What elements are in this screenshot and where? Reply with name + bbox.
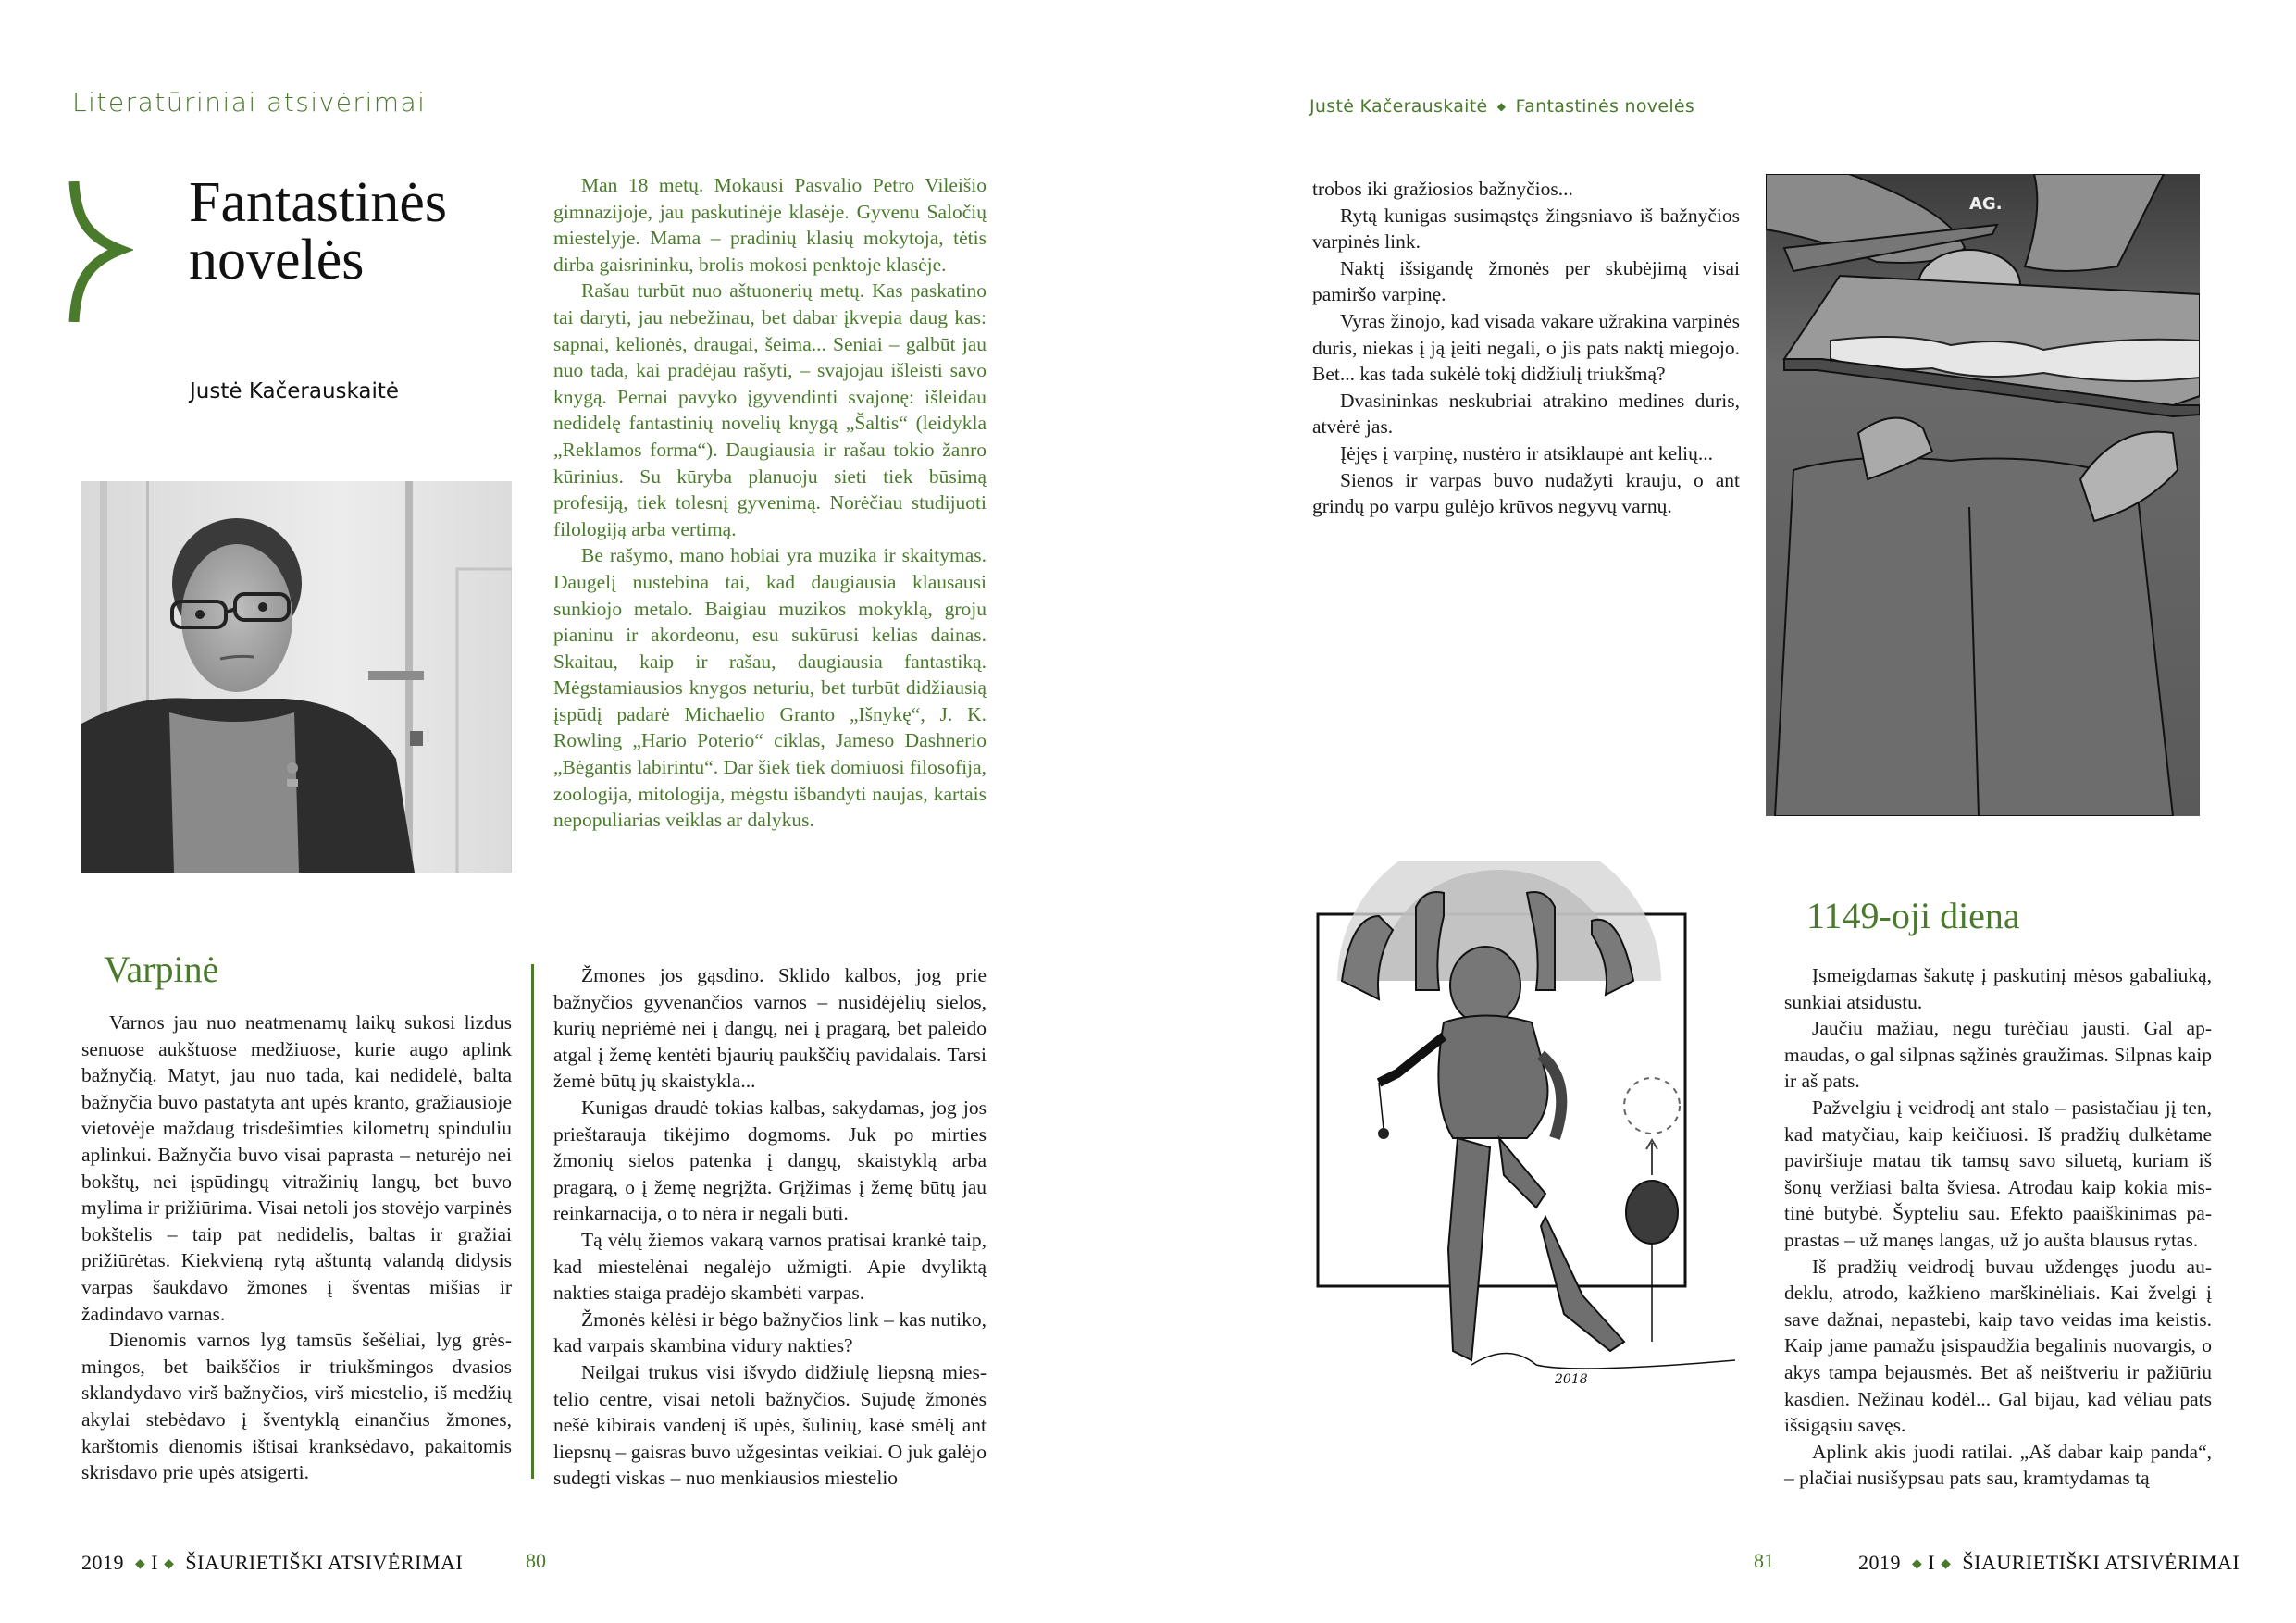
story-paragraph: Aplink akis juodi ratilai. „Aš dabar kaip panda“, – plačiai nusišypsau pats sau, kramtydamas tą <box>1784 1440 2212 1490</box>
story-paragraph: Jaučiu mažiau, negu turėčiau jausti. Gal apmaudas, o gal silpnas sąžinės graužimas. Silpnas kaip ir aš pats. <box>1784 1017 2212 1093</box>
footer-right <box>1858 1551 2240 1575</box>
footer-magazine: ŠIAURIETIŠKI ATSIVĖRIMAI <box>185 1551 464 1574</box>
running-head-author: Justė Kačerauskaitė <box>1309 96 1488 117</box>
story-paragraph: Sienos ir varpas buvo nudažyti krauju, o ant grindų po varpu gulėjo krūvos negyvų varnų. <box>1312 468 1740 518</box>
page-number-left: 80 <box>526 1549 546 1572</box>
title-line-1: Fantastinės <box>189 171 447 234</box>
page-number-right: 81 <box>1754 1549 1774 1572</box>
story-paragraph: Pažvelgiu į veidrodį ant stalo – pasistačiau jį ten, kad matyčiau, kaip keičiuosi. Iš pradžių dulkėtame paviršiuje matau tik tamsų savo siluetą, kuriam iš šonų veržiasi balta šviesa. Atrodau kaip kokia mistinė būtybė. Šypteliu sau. Efekto paaiškinimas paprastas – už manęs langas, už jo aušta blausus rytas. <box>1784 1096 2212 1251</box>
author-intro <box>553 172 987 834</box>
story-title-varpine: Varpinė <box>104 948 219 990</box>
running-head-right <box>1309 96 1694 117</box>
story-paragraph: Iš pradžių veidrodį buvau uždengęs juodu audeklu, atrodo, kažkieno marškinėliais. Kai žvelgi į save dažnai, nepastebi, kaip tavo veidas ima keistis. Kaip jame pamažu įsispaudžia begalinis nuovargis, o akys tampa bejausmės. Bet aš neištveriu ir pažiūriu kasdien. Nežinau kodėl... Gal bijau, kad vėliau pats išsigąsiu savęs. <box>1784 1255 2212 1437</box>
story-column-3 <box>1312 176 1740 520</box>
story-paragraph: Žmones jos gąsdino. Sklido kalbos, jog prie bažnyčios gyvenančios varnos – nusidėjėlių sielos, kurių nepriėmė nei į dangų, nei į pragarą, bet paleido atgal į žemę kentėti bjaurių paukščių pavidalais. Tarsi žemė būtų jų skaistykla... <box>553 964 987 1093</box>
illustration-hands-image <box>1766 174 2200 816</box>
story-column-1 <box>81 1010 512 1486</box>
diamond-bullet-icon: ◆ <box>164 1557 175 1571</box>
illustration-signature-year: 2018 <box>1555 1372 1588 1387</box>
article-title <box>189 171 447 291</box>
story-paragraph: Įsmeigdamas šakutę į paskutinį mėsos gabaliuką, sunkiai atsidūstu. <box>1784 964 2212 1013</box>
story-paragraph: Rytą kunigas susimąstęs žingsniavo iš bažnyčios varpinės link. <box>1312 204 1740 254</box>
intro-paragraph: Be rašymo, mano hobiai yra muzika ir skaitymas. Daugelį nustebina tai, kad daugiausia klausausi sunkiojo metalo. Baigiau muzikos mokyklą, groju pianinu ir akordeonu, esu sukūrusi kelias dainas. Skaitau, kaip ir rašau, daugiausia fantastiką. Mėgstamiausios knygos neturiu, bet turbūt didžiausią įspūdį padarė Michaelio Granto „Išnykę“, J. K. Rowling „Hario Poterio“ ciklas, Jameso Dashnerio „Bėgantis labirintu“. Dar šiek tiek domiuosi filosofija, zoologija, mitologija, mėgstu išbandyti naujas, kartais nepopuliarias veiklas ar dalykus. <box>553 544 987 832</box>
author-photo <box>81 481 512 873</box>
story-paragraph: Žmonės kėlėsi ir bėgo bažnyčios link – kas nutiko, kad varpais skambina vidury nakties? <box>553 1307 987 1357</box>
diamond-bullet-icon: ◆ <box>135 1557 146 1571</box>
illustration-figure-image <box>1277 861 1740 1536</box>
story-paragraph: Neilgai trukus visi išvydo didžiulę liepsną miestelio centre, visai netoli bažnyčios. Sujudę žmonės nešė kibirais vandenį iš upės, šulinių, kasė smėlį ant liepsnų – gaisras buvo užgesintas veikiai. O juk galėjo sudegti viskas – nuo menkiausios miestelio <box>553 1360 987 1490</box>
story-column-2 <box>553 962 987 1492</box>
story-paragraph: Tą vėlų žiemos vakarą varnos pratisai krankė taip, kad miestelėnai negalėjo užmigti. Apie dvyliktą nakties staiga pradėjo skambėti varpas. <box>553 1228 987 1305</box>
story-paragraph: Kunigas draudė tokias kalbas, sakydamas, jog jos prieštarauja tikėjimo dogmoms. Juk po mirties žmonių sielos patenka į dangų, skaistyklą arba pragarą, o į žemę negrįžta. Grįžimas į žemę būtų jau reinkarnacija, o to nėra ir negali būti. <box>553 1096 987 1225</box>
author-name: Justė Kačerauskaitė <box>190 379 400 403</box>
intro-paragraph: Rašau turbūt nuo aštuonerių metų. Kas paskatino tai daryti, jau nebežinau, bet dabar įkvepia daug kas: sapnai, kelionės, draugai, šeima... Seniai – galbūt jau nuo tada, kai pradėjau rašyti, – svajojau išleisti savo knygą. Pernai pavyko įgyvendinti svajonę: išleidau nedidelę fantastinių novelių knygą „Šaltis“ (leidykla „Reklamos forma“). Daugiausia ir rašau tokio žanro kūrinius. Su kūryba planuoju sieti tiek būsimą profesiją, tiek tolesnį gyvenimą. Norėčiau studijuoti filologiją arba vertimą. <box>553 279 987 540</box>
footer-magazine: ŠIAURIETIŠKI ATSIVĖRIMAI <box>1962 1551 2240 1574</box>
story-paragraph: Dienomis varnos lyg tamsūs šešėliai, lyg grėsmingos, bet baikščios ir triukšmingos dvasios sklandydavo virš bažnyčios, virš miestelio, iš medžių akylai stebėdavo į šventyklą einančius žmones, karštomis dienomis ištisai kranksėdavo, pakaitomis skrisdavo prie upės atsigerti. <box>81 1329 512 1484</box>
column-divider <box>531 964 534 1479</box>
diamond-bullet-icon: ◆ <box>1912 1557 1923 1571</box>
diamond-bullet-icon: ◆ <box>1496 100 1507 113</box>
story-column-4 <box>1784 962 2212 1492</box>
running-head-title: Fantastinės novelės <box>1515 96 1695 117</box>
green-curly-bracket-icon <box>68 181 133 322</box>
footer-year: 2019 <box>1858 1551 1901 1574</box>
diamond-bullet-icon: ◆ <box>1941 1557 1952 1571</box>
intro-paragraph: Man 18 metų. Mokausi Pasvalio Petro Vileišio gimnazijoje, jau paskutinėje klasėje. Gyvenu Saločių miestelyje. Mama – pradinių klasių mokytoja, tėtis dirba gaisrininku, brolis mokosi penktoje klasėje. <box>553 174 987 276</box>
story-paragraph: Vyras žinojo, kad visada vakare užrakina varpinės duris, niekas į ją įeiti negali, o jis pats naktį miegojo. Bet... kas tada sukėlė tokį didžiulį triukšmą? <box>1312 309 1740 386</box>
footer-left <box>81 1551 463 1575</box>
title-line-2: novelės <box>189 229 365 291</box>
footer-year: 2019 <box>81 1551 124 1574</box>
story-paragraph: trobos iki gražiosios bažnyčios... <box>1312 178 1573 200</box>
footer-issue: I <box>1928 1551 1936 1574</box>
illustration-figure-balloon <box>1277 861 1740 1536</box>
running-head-left: Literatūriniai atsivėrimai <box>72 87 427 118</box>
story-paragraph: Naktį išsigandę žmonės per skubėjimą visai pamiršo varpinę. <box>1312 256 1740 306</box>
author-portrait-image <box>81 481 512 873</box>
story-paragraph: Įėjęs į varpinę, nustėro ir atsiklaupė ant kelių... <box>1340 441 1713 465</box>
footer-issue: I <box>151 1551 159 1574</box>
story-paragraph: Dvasininkas neskubriai atrakino medines duris, atvėrė jas. <box>1312 389 1740 439</box>
story-paragraph: Varnos jau nuo neatmenamų laikų sukosi lizdus senuose aukštuose medžiuose, kurie augo aplink bažnyčią. Matyt, jau nuo tada, kai nedidelė, balta bažnyčia buvo pastatyta ant upės kranto, gražiausioje vietovėje maždaug trisdešimties kilometrų spinduliu aplinkui. Bažnyčia buvo visai paprasta – neturėjo nei bokštų, nei įspūdingų vitražinių langų, bet buvo mylima ir prižiūrima. Visai netoli jos stovėjo varpinės bokštelis – taip pat nedidelis, baltas ir gražiai prižiūrėtas. Kiekvieną rytą aštuntą valandą didysis varpas šaukdavo žmones į šventas mišias ir žadindavo varnas. <box>81 1011 512 1325</box>
illustration-signature-ag: AG. <box>1969 194 2003 214</box>
story-title-1149-oji-diena: 1149-oji diena <box>1806 895 2020 936</box>
illustration-hands-table <box>1766 174 2200 816</box>
